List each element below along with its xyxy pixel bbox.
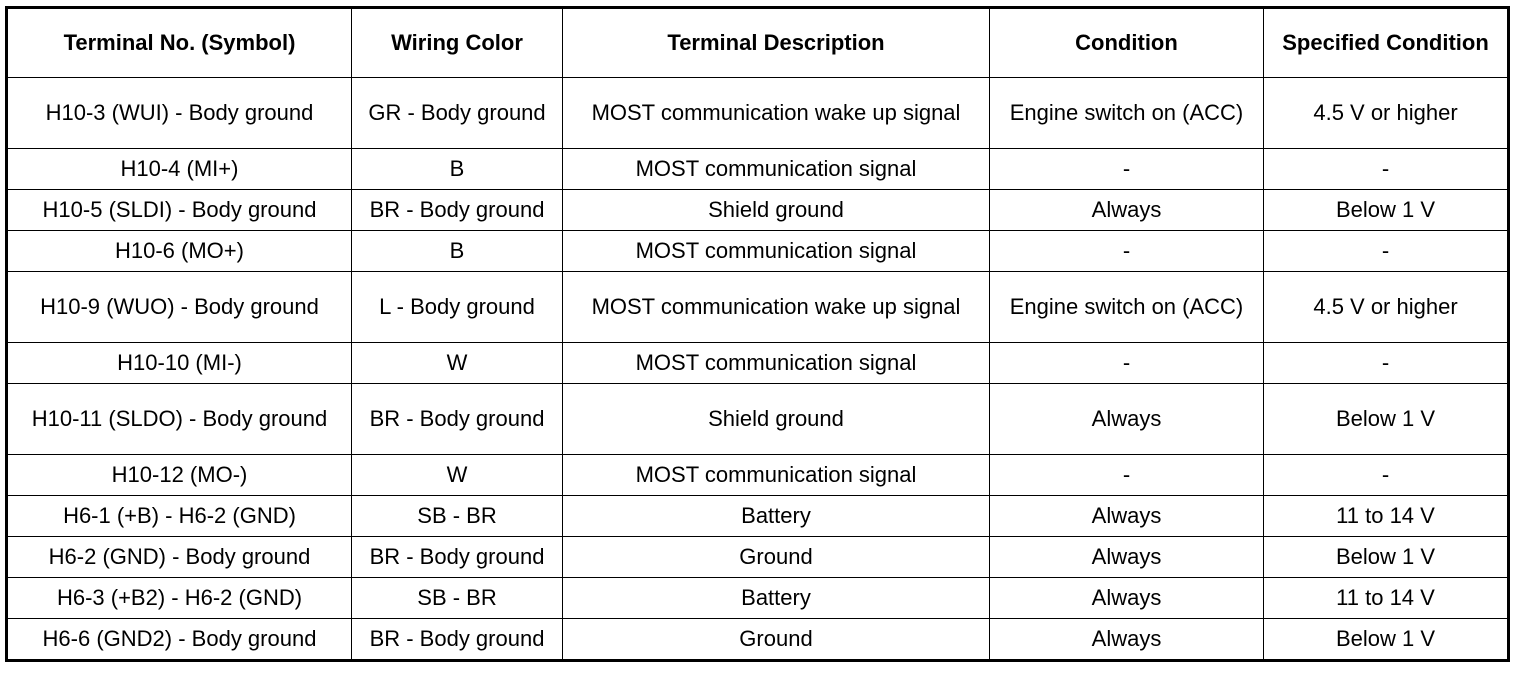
cell-description: Shield ground [563,384,990,455]
cell-condition: Engine switch on (ACC) [990,272,1264,343]
table-row [7,496,1509,537]
header-terminal-no: Terminal No. (Symbol) [7,8,352,78]
cell-condition: Always [990,619,1264,661]
cell-wiring-color: SB - BR [352,496,563,537]
table-row [7,190,1509,231]
cell-wiring-color: B [352,149,563,190]
header-condition: Condition [990,8,1264,78]
cell-specified-condition: Below 1 V [1264,190,1509,231]
cell-wiring-color: BR - Body ground [352,190,563,231]
table-row [7,272,1509,343]
cell-specified-condition: Below 1 V [1264,384,1509,455]
table-row [7,455,1509,496]
cell-condition: Always [990,190,1264,231]
terminal-inspection-table [5,6,1510,662]
cell-terminal: H10-3 (WUI) - Body ground [7,78,352,149]
cell-wiring-color: L - Body ground [352,272,563,343]
cell-wiring-color: W [352,343,563,384]
cell-wiring-color: SB - BR [352,578,563,619]
header-wiring-color: Wiring Color [352,8,563,78]
table-row [7,149,1509,190]
cell-condition: Always [990,537,1264,578]
cell-specified-condition: 4.5 V or higher [1264,272,1509,343]
cell-specified-condition: - [1264,343,1509,384]
cell-description: MOST communication wake up signal [563,272,990,343]
cell-condition: - [990,231,1264,272]
cell-description: MOST communication signal [563,343,990,384]
cell-specified-condition: 11 to 14 V [1264,578,1509,619]
table-row [7,619,1509,661]
table-row [7,78,1509,149]
cell-terminal: H10-5 (SLDI) - Body ground [7,190,352,231]
cell-terminal: H10-10 (MI-) [7,343,352,384]
cell-condition: Always [990,384,1264,455]
cell-description: Ground [563,537,990,578]
table-row [7,343,1509,384]
cell-terminal: H6-3 (+B2) - H6-2 (GND) [7,578,352,619]
cell-wiring-color: BR - Body ground [352,384,563,455]
cell-terminal: H10-6 (MO+) [7,231,352,272]
cell-condition: - [990,455,1264,496]
cell-terminal: H6-6 (GND2) - Body ground [7,619,352,661]
cell-specified-condition: Below 1 V [1264,619,1509,661]
table-row [7,231,1509,272]
cell-specified-condition: - [1264,231,1509,272]
header-specified-condition: Specified Condition [1264,8,1509,78]
header-terminal-description: Terminal Description [563,8,990,78]
table-row [7,384,1509,455]
table-row [7,537,1509,578]
cell-description: MOST communication signal [563,149,990,190]
cell-description: Ground [563,619,990,661]
cell-terminal: H10-4 (MI+) [7,149,352,190]
cell-condition: - [990,343,1264,384]
cell-description: MOST communication signal [563,231,990,272]
cell-terminal: H10-11 (SLDO) - Body ground [7,384,352,455]
header-row [7,8,1509,78]
cell-description: Battery [563,496,990,537]
table-row [7,578,1509,619]
cell-terminal: H10-12 (MO-) [7,455,352,496]
cell-terminal: H10-9 (WUO) - Body ground [7,272,352,343]
cell-condition: Always [990,578,1264,619]
cell-description: MOST communication wake up signal [563,78,990,149]
cell-condition: - [990,149,1264,190]
cell-wiring-color: BR - Body ground [352,619,563,661]
table-body [7,78,1509,661]
cell-condition: Engine switch on (ACC) [990,78,1264,149]
cell-specified-condition: Below 1 V [1264,537,1509,578]
cell-description: Shield ground [563,190,990,231]
cell-specified-condition: 4.5 V or higher [1264,78,1509,149]
terminal-table-container [5,6,1507,662]
cell-description: Battery [563,578,990,619]
cell-wiring-color: GR - Body ground [352,78,563,149]
cell-description: MOST communication signal [563,455,990,496]
cell-specified-condition: - [1264,455,1509,496]
table-header [7,8,1509,78]
cell-specified-condition: - [1264,149,1509,190]
cell-terminal: H6-2 (GND) - Body ground [7,537,352,578]
cell-terminal: H6-1 (+B) - H6-2 (GND) [7,496,352,537]
cell-condition: Always [990,496,1264,537]
cell-wiring-color: BR - Body ground [352,537,563,578]
cell-wiring-color: W [352,455,563,496]
cell-specified-condition: 11 to 14 V [1264,496,1509,537]
cell-wiring-color: B [352,231,563,272]
